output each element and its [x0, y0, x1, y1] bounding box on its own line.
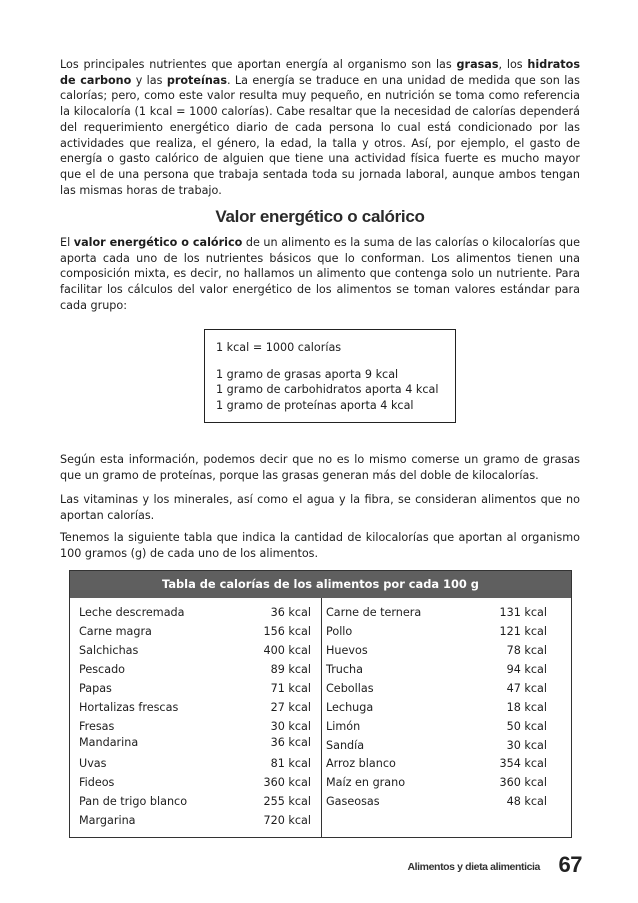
- kcal-value: 27 kcal: [270, 701, 311, 714]
- box-spacer: [216, 356, 445, 367]
- section-heading: Valor energético o calórico: [215, 207, 425, 226]
- kcal-value: 121 kcal: [499, 625, 547, 638]
- table-row: [322, 756, 572, 772]
- kcal-value: 47 kcal: [506, 682, 547, 695]
- table-row: [322, 775, 572, 791]
- kcal-value: 131 kcal: [499, 606, 547, 619]
- food-name: Fideos: [79, 776, 115, 789]
- food-name: Uvas: [79, 757, 107, 770]
- footer-book-title: Alimentos y dieta alimenticia: [407, 861, 540, 873]
- kcal-value: 71 kcal: [270, 682, 311, 695]
- food-name: Carne magra: [79, 625, 152, 638]
- table-row: [70, 735, 321, 751]
- paragraph-table-intro: Tenemos la siguiente tabla que indica la cantidad de kilocalorías que aportan al organismo 100 gramos (g) de cada uno de los alimentos.: [60, 531, 580, 560]
- food-name: Huevos: [326, 644, 368, 657]
- intro-bold-hidratos: hidratos de carbono: [60, 58, 580, 87]
- food-name: Pescado: [79, 663, 126, 676]
- paragraph-vitamins: Las vitaminas y los minerales, así como el agua y la fibra, se consideran alimentos que no aportan calorías.: [60, 493, 580, 522]
- table-row: [70, 681, 321, 697]
- box-line-kcal: 1 kcal = 1000 calorías: [216, 341, 342, 354]
- food-name: Sandía: [326, 739, 365, 752]
- food-name: Carne de ternera: [326, 606, 422, 619]
- food-name: Gaseosas: [326, 795, 380, 808]
- kcal-value: 36 kcal: [270, 606, 311, 619]
- table-row: [322, 643, 572, 659]
- kcal-value: 94 kcal: [506, 663, 547, 676]
- table-right-column: [322, 598, 572, 837]
- table-row: [322, 794, 572, 810]
- food-name: Trucha: [326, 663, 363, 676]
- kcal-value: 30 kcal: [270, 720, 311, 733]
- intro-text-3: y las: [131, 73, 167, 87]
- definition-text-2: de un alimento es la suma de las calorías o kilocalorías que aporta cada uno de los nutrientes básicos que lo conforman. Los alimentos tienen una composición mixta, es decir, no hallamos un alimento que contenga solo un nutriente. Para facilitar los cálculos del valor energético de los alimentos se toman valores estándar para cada grupo:: [60, 236, 580, 312]
- table-row: [322, 681, 572, 697]
- kcal-value: 36 kcal: [270, 736, 311, 749]
- table-row: [70, 775, 321, 791]
- paragraph-comparison: Según esta información, podemos decir que no es lo mismo comerse un gramo de grasas que un gramo de proteínas, porque las grasas generan más del doble de kilocalorías.: [60, 453, 580, 482]
- food-name: Maíz en grano: [326, 776, 406, 789]
- kcal-value: 400 kcal: [263, 644, 311, 657]
- definition-text-1: El: [60, 236, 74, 249]
- food-name: Leche descremada: [79, 606, 185, 619]
- energy-values-box: [204, 329, 456, 423]
- food-name: Papas: [79, 682, 112, 695]
- food-name: Hortalizas frescas: [79, 701, 179, 714]
- table-row: [70, 643, 321, 659]
- kcal-value: 360 kcal: [499, 776, 547, 789]
- kcal-value: 255 kcal: [263, 795, 311, 808]
- table-row: [70, 700, 321, 716]
- food-name: Limón: [326, 720, 361, 733]
- table-row: [322, 700, 572, 716]
- table-title: Tabla de calorías de los alimentos por cada 100 g: [70, 571, 571, 598]
- box-line-carbohidratos: 1 gramo de carbohidratos aporta 4 kcal: [216, 383, 439, 397]
- food-name: Pan de trigo blanco: [79, 795, 188, 808]
- table-left-column: [70, 598, 322, 837]
- table-row: [70, 662, 321, 678]
- food-name: Margarina: [79, 814, 136, 827]
- box-line-grasas: 1 gramo de grasas aporta 9 kcal: [216, 367, 399, 381]
- definition-bold-term: valor energético o calórico: [73, 236, 243, 249]
- table-row: [70, 605, 321, 621]
- kcal-value: 78 kcal: [506, 644, 547, 657]
- intro-paragraph: [60, 57, 580, 198]
- food-name: Arroz blanco: [326, 757, 396, 770]
- table-row: [322, 624, 572, 640]
- table-row: [70, 813, 321, 829]
- table-row: [322, 738, 572, 754]
- table-row: [322, 662, 572, 678]
- kcal-value: 156 kcal: [263, 625, 311, 638]
- kcal-value: 720 kcal: [263, 814, 311, 827]
- kcal-value: 354 kcal: [499, 757, 547, 770]
- food-name: Pollo: [326, 625, 353, 638]
- intro-text-4: . La energía se traduce en una unidad de medida que son las calorías; pero, como este valor resulta muy pequeño, en nutrición se toma como referencia la kilocaloría (1 kcal = 1000 calorías). Cabe resaltar que la necesidad de calorías dependerá del requerimiento energético diario de cada persona lo cual está condicionado por las actividades que realiza, el género, la edad, la talla y otros. Así, por ejemplo, el gasto de energía o gasto calórico de alguien que tiene una actividad física fuerte es mucho mayor que el de una persona que trabaja sentada toda su jornada laboral, aunque ambos tengan las mismas horas de trabajo.: [60, 73, 580, 197]
- kcal-value: 89 kcal: [270, 663, 311, 676]
- table-row: [322, 605, 572, 621]
- table-row: [70, 756, 321, 772]
- kcal-value: 30 kcal: [506, 739, 547, 752]
- table-row: [70, 624, 321, 640]
- kcal-value: 48 kcal: [506, 795, 547, 808]
- box-line-proteinas: 1 gramo de proteínas aporta 4 kcal: [216, 399, 414, 413]
- kcal-value: 81 kcal: [270, 757, 311, 770]
- food-name: Cebollas: [326, 682, 374, 695]
- table-row: [70, 719, 321, 735]
- kcal-value: 360 kcal: [263, 776, 311, 789]
- table-row: [322, 719, 572, 735]
- page-footer: [397, 852, 582, 878]
- intro-text-1: Los principales nutrientes que aportan energía al organismo son las: [60, 58, 457, 71]
- calorie-table: [69, 570, 572, 838]
- table-row: [70, 794, 321, 810]
- food-name: Fresas: [79, 720, 115, 733]
- food-name: Lechuga: [326, 701, 374, 714]
- kcal-value: 50 kcal: [506, 720, 547, 733]
- intro-bold-grasas: grasas: [456, 58, 499, 71]
- definition-paragraph: [60, 235, 580, 314]
- kcal-value: 18 kcal: [506, 701, 547, 714]
- food-name: Mandarina: [79, 736, 139, 749]
- intro-text-2: , los: [498, 58, 528, 71]
- intro-bold-proteinas: proteínas: [166, 73, 227, 87]
- page-number: 67: [558, 852, 582, 877]
- food-name: Salchichas: [79, 644, 139, 657]
